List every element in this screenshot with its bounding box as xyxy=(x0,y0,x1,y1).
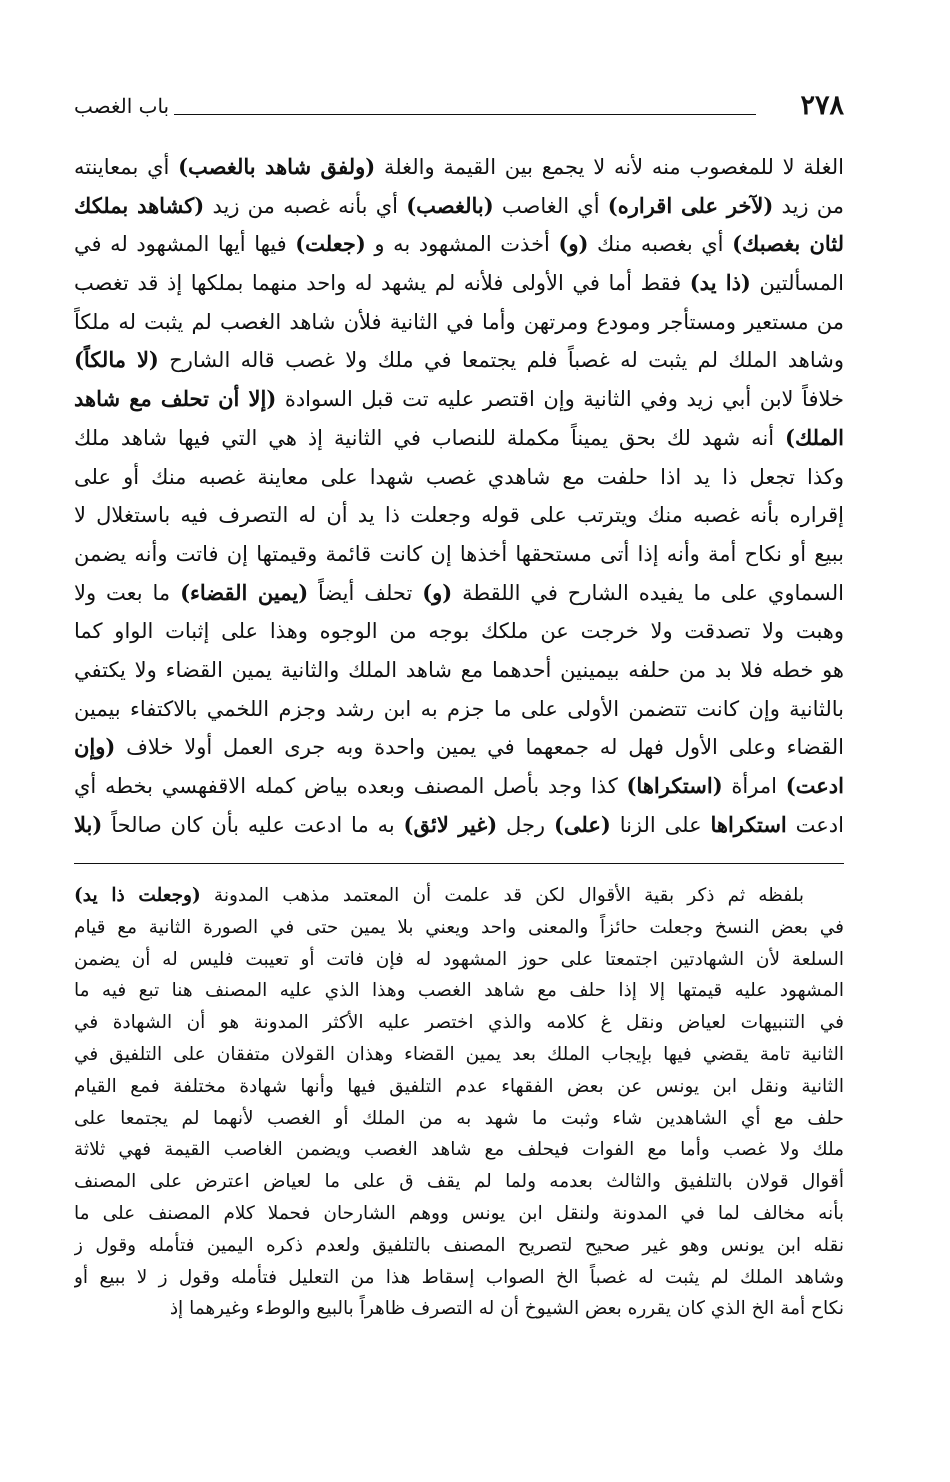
bold-text-segment: (إلا أن تحلف مع شاهد xyxy=(74,386,277,412)
main-text-line xyxy=(74,380,844,419)
text-segment: ببيع أو نكاح أمة وأنه إذا أتى مستحقها أخذها إن كانت قائمة وقيمتها إن فاتت وأنه يضمن xyxy=(74,541,844,566)
footnote-line xyxy=(74,1230,844,1262)
bold-text-segment: (يمين القضاء) xyxy=(180,579,309,605)
text-segment: فقط أما في الأولى فلأنه لم يشهد له واحد منهما بملكها إذ قد تغصب xyxy=(74,271,690,296)
bold-text-segment: (بلا xyxy=(74,811,103,837)
text-segment: السماوي على ما يفيده الشارح في اللقطة xyxy=(452,580,844,605)
header-rule xyxy=(174,114,756,115)
main-text-line xyxy=(74,496,844,535)
footnote-line xyxy=(74,1039,844,1071)
footnote-line xyxy=(74,1071,844,1103)
main-text-line xyxy=(74,187,844,226)
text-segment: وشاهد الملك لم يثبت له غصباً فلم يجتمعا في ملك ولا غصب قاله الشارح xyxy=(158,348,844,373)
main-text-line xyxy=(74,690,844,729)
text-segment: أي بمعاينته xyxy=(74,155,179,179)
main-text-line xyxy=(74,651,844,690)
footnote-separator xyxy=(74,863,844,864)
text-segment: القضاء وعلى الأول فهل له جمعهما في يمين واحدة وبه جرى العمل أولا خلاف xyxy=(115,735,844,760)
footnote-line xyxy=(74,1166,844,1198)
footnote-line xyxy=(74,944,844,976)
text-segment: على الزنا xyxy=(610,812,711,837)
text-segment: بلفظه ثم ذكر بقية الأقوال لكن قد علمت أن المعتمد مذهب المدونة xyxy=(200,885,804,906)
text-segment: وشاهد الملك لم يثبت له غصباً الخ الصواب إسقاط هذا من التعليل فتأمله وقول ز لا ببيع أو xyxy=(74,1266,844,1288)
text-segment: نكاح أمة الخ الذي كان يقرره بعض الشيوخ أن له التصرف ظاهراً بالبيع والوطء وغيرهما إذ xyxy=(169,1298,844,1320)
main-text-line xyxy=(74,806,844,845)
text-segment: المشهود عليه قيمتها إلا إذا حلف مع شاهد الغصب وهذا الذي عليه المصنف هنا تبع فيه ما xyxy=(74,980,844,1002)
footnote-line xyxy=(74,1103,844,1135)
main-text-line xyxy=(74,458,844,497)
footnote-line xyxy=(74,975,844,1007)
main-text-line xyxy=(74,535,844,574)
text-segment: المسألتين xyxy=(750,271,844,296)
text-segment: حلف مع أي الشاهدين شاء وثبت ما شهد به من الملك أو الغصب لأنهما لم يجتمعا على xyxy=(74,1107,844,1129)
text-segment: أي الغاصب xyxy=(493,193,608,218)
bold-text-segment: (لآخر على اقراره) xyxy=(607,192,774,218)
text-segment: هو خطه فلا بد من حلفه بيمينين أحدهما مع شاهد الملك والثانية يمين القضاء ولا يكتفي xyxy=(74,657,844,682)
bold-text-segment: (جعلت) xyxy=(295,231,366,257)
bold-text-segment: (بالغصب) xyxy=(406,192,494,218)
bold-text-segment: (على) xyxy=(553,811,611,837)
main-text-line xyxy=(74,341,844,380)
bold-text-segment: ادعت) xyxy=(785,773,844,798)
footnote-line xyxy=(74,1262,844,1294)
text-segment: أي بغصبه منك xyxy=(588,232,733,257)
text-segment: ادعت xyxy=(786,812,844,837)
bold-text-segment: (ذا يد) xyxy=(689,270,751,296)
main-text-line xyxy=(74,419,844,458)
text-segment: بالثانية وإن كانت تتضمن الأولى على ما جزم به ابن رشد وجزم اللخمي بالاكتفاء بيمين xyxy=(74,696,844,721)
main-text-line xyxy=(74,148,844,187)
footnote-line xyxy=(74,1293,844,1325)
footnote-line xyxy=(74,1007,844,1039)
bold-text-segment: (وإن xyxy=(74,734,116,760)
running-header xyxy=(74,88,844,124)
footnote-line xyxy=(74,912,844,944)
main-text-line xyxy=(74,574,844,613)
bold-text-segment: (و) xyxy=(558,231,589,257)
bold-text-segment: (لا مالكاً) xyxy=(74,347,159,373)
main-text-body xyxy=(74,148,844,844)
bold-text-segment: (و) xyxy=(422,579,453,605)
main-text-line xyxy=(74,728,844,767)
main-text-line xyxy=(74,767,844,806)
text-segment: به ما ادعت عليه بأن كان صالحاً xyxy=(102,812,404,837)
text-segment: في التنبيهات لعياض ونقل غ كلامه والذي اختصر عليه الأكثر المدونة هو أن الشهادة في xyxy=(74,1012,844,1034)
chapter-title: باب الغصب xyxy=(74,94,170,118)
text-segment: إقراره بأنه غصبه منك ويترتب على قوله وجعلت ذا يد أن له التصرف فيه باستغلال لا xyxy=(74,503,844,528)
text-segment: فيها أيها المشهود له في xyxy=(74,232,296,257)
main-text-line xyxy=(74,225,844,264)
text-segment: تحلف أيضاً xyxy=(308,580,423,605)
text-segment: ما بعت ولا xyxy=(74,580,181,605)
bold-text-segment: استكراها xyxy=(710,811,787,837)
text-segment: السلعة لأن الشهادتين اجتمعتا على حوز المشهود له فإن فاتت أو تعيبت فليس له أن يضمن xyxy=(74,948,844,970)
text-segment: أقوال قولان بالتلفيق والثالث بعدمه ولما لم يقف ق على ما لعياض اعترض على المصنف xyxy=(74,1171,844,1193)
text-segment: نقله ابن يونس وهو غير صحيح لتصريح المصنف بالتلفيق ولعدم ذكره اليمين فتأمله وقول ز xyxy=(74,1234,844,1256)
bold-text-segment: لثان بغصبك) xyxy=(732,231,844,257)
text-segment: الغلة لا للمغصوب منه لأنه لا يجمع بين القيمة والغلة xyxy=(375,155,844,179)
text-segment: كذا وجد بأصل المصنف وبعده بياض كمله الاقفهسي بخطه أي xyxy=(74,774,627,798)
text-segment: وكذا تجعل ذا يد اذا حلفت مع شاهدي غصب شهدا على معاينة غصبه منك أو على xyxy=(74,464,844,489)
footnote-line xyxy=(74,1134,844,1166)
main-text-line xyxy=(74,612,844,651)
bold-text-segment: (ولفق شاهد بالغصب) xyxy=(178,154,376,179)
text-segment: امرأة xyxy=(722,774,786,798)
footnote-line xyxy=(74,1198,844,1230)
bold-text-segment: (استكراها) xyxy=(626,773,723,798)
text-segment: الثانية تامة يقضي فيها بإيجاب الملك بعد يمين القضاء وهذان القولان متفقان على التلفيق في xyxy=(74,1043,844,1065)
text-segment: من مستعير ومستأجر ومودع ومرتهن وأما في الثانية فلأن شاهد الغصب لم يثبت له ملكاً xyxy=(74,309,844,334)
main-text-line xyxy=(74,303,844,342)
text-segment: ملك ولا غصب وأما مع الفوات فيحلف مع شاهد الغصب ويضمن الغاصب القيمة فهي ثلاثة xyxy=(74,1139,844,1161)
text-segment: بأنه مخالف لما في المدونة ولنقل ابن يونس ووهم الشارحان فحملا كلام المصنف على ما xyxy=(74,1202,844,1224)
page-number: ٢٧٨ xyxy=(800,90,844,121)
bold-text-segment: الملك) xyxy=(785,424,844,450)
bold-text-segment: (كشاهد بملكك xyxy=(74,192,205,218)
text-segment: من زيد xyxy=(773,193,844,218)
text-segment: في بعض النسخ وجعلت حائزاً والمعنى واحد ويعني بلا يمين حتى في الصورة الثانية مع قيام xyxy=(74,916,844,938)
text-segment: رجل xyxy=(497,812,554,837)
footnote-text-body xyxy=(74,880,844,1325)
bold-text-segment: (وجعلت ذا يد) xyxy=(74,885,201,906)
text-segment: خلافاً لابن أبي زيد وفي الثانية وإن اقتصر عليه تت قبل السوادة xyxy=(276,387,844,412)
text-segment: أي بأنه غصبه من زيد xyxy=(204,193,407,218)
bold-text-segment: (غير لائق) xyxy=(403,811,498,837)
text-segment: الثانية ونقل ابن يونس عن بعض الفقهاء عدم التلفيق فيها وأنها شهادة مختلفة فمع القيام xyxy=(74,1075,844,1097)
footnote-line xyxy=(74,880,844,912)
main-text-line xyxy=(74,264,844,303)
text-segment: وهبت ولا تصدقت ولا خرجت عن ملكك بوجه من الوجوه وهذا على إثبات الواو كما xyxy=(74,619,844,644)
text-segment: أنه شهد لك بحق يميناً مكملة للنصاب في الثانية إذ هي التي فيها شاهد ملك xyxy=(74,425,786,450)
text-segment: أخذت المشهود به و xyxy=(365,232,559,257)
